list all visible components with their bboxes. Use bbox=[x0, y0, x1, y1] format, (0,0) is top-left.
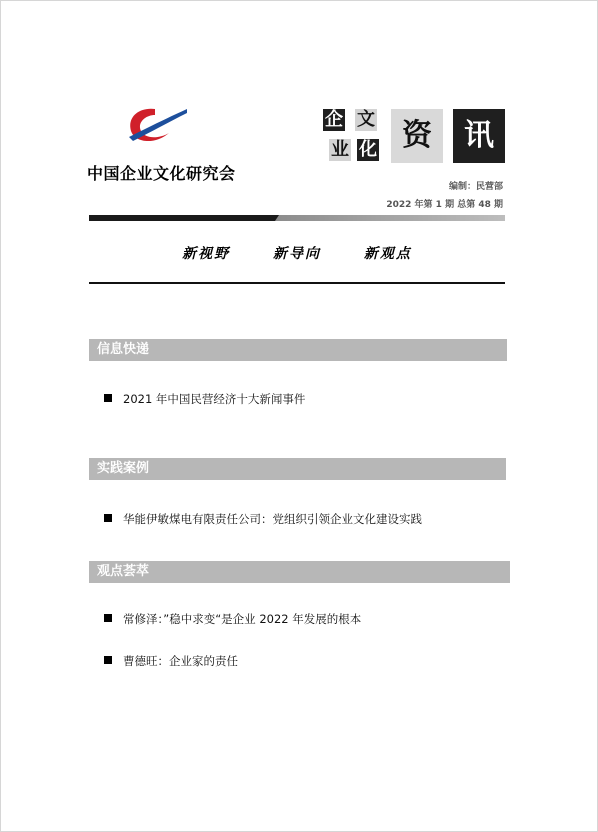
toc-item[interactable] bbox=[104, 611, 361, 627]
masthead-char: 化 bbox=[359, 139, 377, 160]
bullet-icon bbox=[104, 514, 112, 522]
issue-number: 2022 年第 1 期 总第 48 期 bbox=[386, 200, 503, 210]
toc-item-title: 曹德旺：企业家的责任 bbox=[123, 654, 238, 668]
header-divider bbox=[89, 215, 505, 221]
masthead-char-big: 讯 bbox=[453, 109, 505, 163]
slogan-divider bbox=[89, 282, 505, 284]
slogan: 新视野 bbox=[182, 246, 231, 262]
editor-credit: 编制：民营部 bbox=[448, 182, 503, 192]
organization-name: 中国企业文化研究会 bbox=[87, 164, 236, 183]
toc-item-title: 2021 年中国民营经济十大新闻事件 bbox=[123, 392, 306, 406]
toc-item[interactable] bbox=[104, 511, 422, 527]
masthead-enterprise-culture bbox=[323, 109, 387, 163]
toc-item-title: 常修泽：”稳中求变“是企业 2022 年发展的根本 bbox=[123, 612, 362, 626]
toc-item-title: 华能伊敏煤电有限责任公司：党组织引领企业文化建设实践 bbox=[123, 512, 422, 526]
slogan: 新导向 bbox=[273, 246, 321, 262]
masthead-char-big: 资 bbox=[391, 109, 443, 163]
toc-item[interactable] bbox=[104, 653, 238, 669]
toc-item[interactable] bbox=[104, 391, 305, 407]
masthead-char: 业 bbox=[331, 139, 349, 160]
bullet-icon bbox=[104, 394, 112, 402]
masthead-char: 文 bbox=[357, 109, 375, 130]
organization-logo bbox=[125, 107, 189, 149]
section-header-opinions: 观点荟萃 bbox=[89, 561, 510, 583]
section-header-news: 信息快递 bbox=[89, 339, 507, 361]
slogan: 新观点 bbox=[363, 246, 412, 262]
masthead-char: 企 bbox=[325, 109, 343, 130]
bullet-icon bbox=[104, 656, 112, 664]
bullet-icon bbox=[104, 614, 112, 622]
section-header-cases: 实践案例 bbox=[89, 458, 506, 480]
slogan-bar bbox=[89, 243, 505, 263]
